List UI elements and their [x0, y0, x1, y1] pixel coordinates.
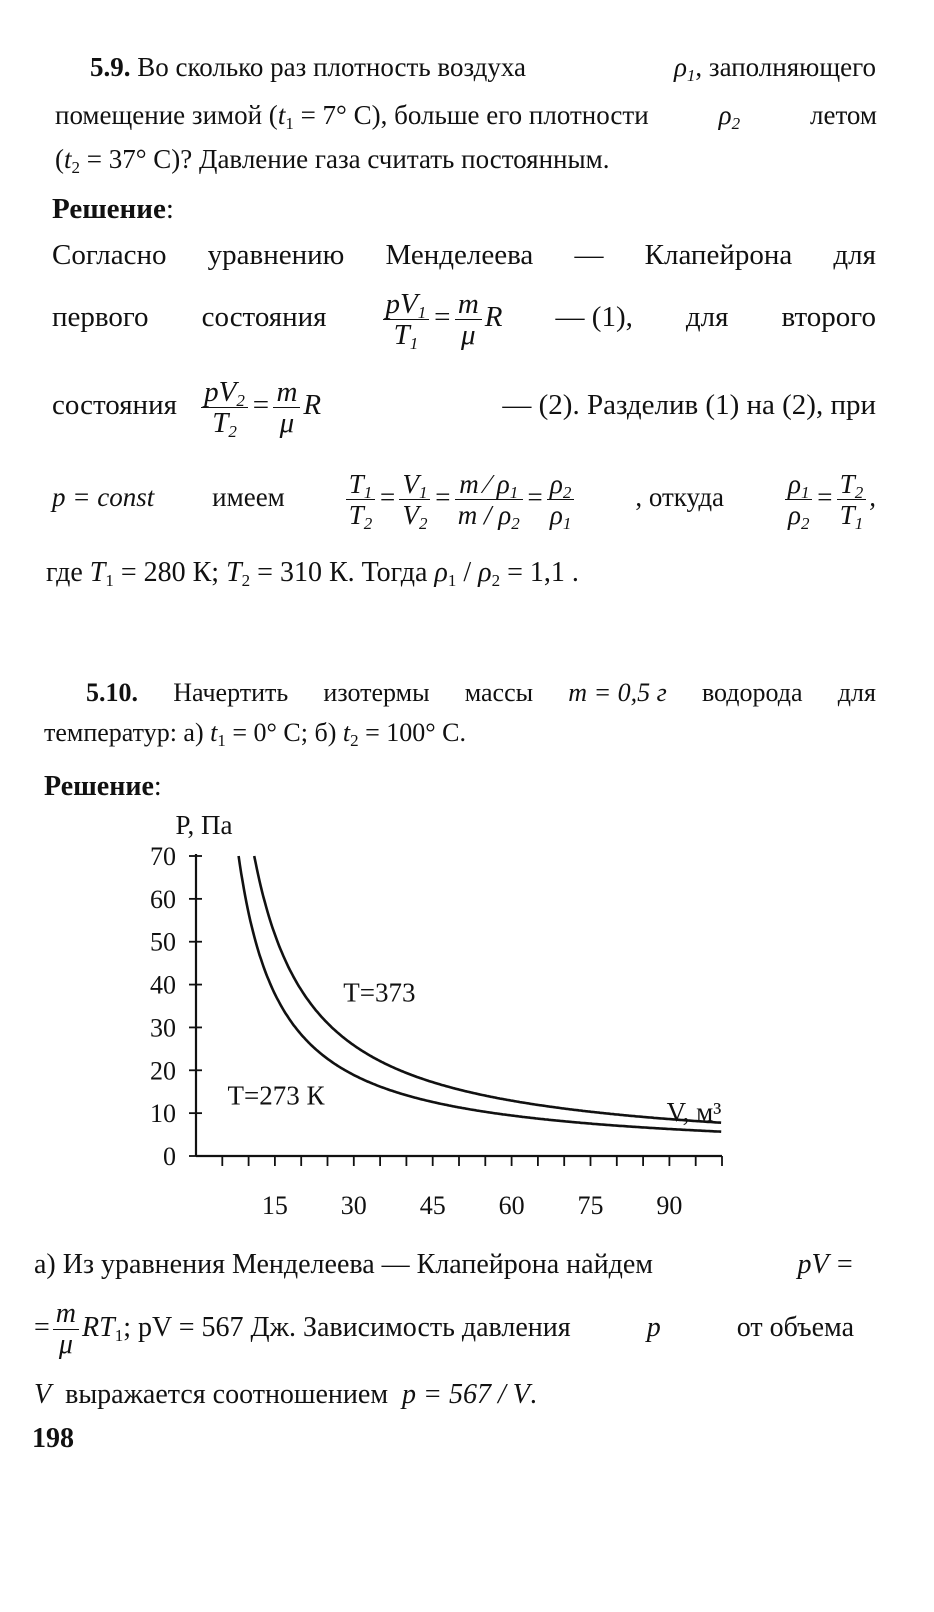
solution-line-3: состояния $\frac{pV_2}{T_2}$ = $\frac{m}{\mu}$ R — (2). Разделив (1) на (2), при — [52, 375, 876, 441]
problem-5-10-line-1: 5.10. Начертить изотермы массы m = 0,5 г водорода для — [86, 676, 876, 710]
solution-heading: Решение: — [52, 193, 174, 225]
statement-text: Во сколько раз плотность воздуха — [137, 52, 527, 82]
statement-text: , заполняющего — [695, 52, 876, 82]
statement-text: помещение зимой ( — [55, 100, 278, 130]
x-tick-label: 75 — [577, 1191, 604, 1220]
statement-text: = 7° С), больше его плотности — [293, 100, 649, 130]
equation-ratio: $\frac{T_1}{T_2}$ = $\frac{V_1}{V_2}$ = $\frac{m ⁄ \rho_1}{m / \rho_2}$ = $\frac{\rho_2}{\rho_1}$ — [343, 462, 578, 532]
series-label: T=273 К — [227, 1080, 325, 1111]
solution-word: Клапейрона — [644, 239, 793, 271]
problem-5-10-line-2: температур: а) $t_1 = 0^\circ$ С; б) $t_2 = 100^\circ$ С. — [44, 718, 467, 750]
y-axis-label: P, Па — [175, 810, 233, 840]
solution-line-4: p = const имеем $\frac{T_1}{T_2}$ = $\frac{V_1}{V_2}$ = $\frac{m ⁄ \rho_1}{m / \rho_2}$ = $\frac{\rho_2}{\rho_1}$ , откуда $\frac{\rho_1}{\rho_2}$ = $\frac{T_2}{T_1}$ , — [52, 462, 876, 532]
page-number: 198 — [32, 1423, 74, 1454]
x-axis-label: V, м³ — [666, 1097, 722, 1128]
isotherm-chart — [0, 800, 934, 1230]
y-tick-label: 40 — [150, 970, 176, 1000]
y-tick-label: 60 — [150, 884, 176, 914]
x-tick-label: 90 — [656, 1191, 683, 1220]
y-tick-label: 10 — [150, 1099, 176, 1129]
solution-word: уравнению — [207, 239, 345, 271]
solution-line-2: первого состояния $\frac{pV_1}{T_1}$ = $\frac{m}{\mu}$ R — (1), для второго — [52, 282, 876, 352]
problem-number: 5.9. — [90, 52, 131, 82]
solution-heading: Решение: — [44, 771, 162, 802]
y-tick-label: 30 — [150, 1013, 176, 1043]
after-chart-line-2: = $\frac{m}{\mu}$ $RT_1$; pV = 567 Дж. Зависимость давления p от объема — [34, 1298, 854, 1361]
equation-1: $\frac{pV_1}{T_1}$ = $\frac{m}{\mu}$ R — [380, 282, 503, 352]
statement-text: летом — [810, 100, 877, 130]
y-tick-label: 20 — [150, 1056, 176, 1086]
after-chart-line-3: V выражается соотношением p = 567 / V. — [34, 1379, 537, 1410]
x-tick-label: 60 — [498, 1191, 525, 1220]
statement-text: = 37° С)? Давление газа считать постоянным. — [80, 144, 610, 174]
solution-word: Менделеева — [385, 239, 534, 271]
solution-line-5: где $T_1 = 280$ К; $T_2 = 310$ К. Тогда $\rho_1 / \rho_2 = 1,1$ . — [46, 557, 579, 590]
solution-word: — — [574, 239, 604, 271]
x-tick-label: 15 — [261, 1191, 288, 1220]
equation-density-ratio: $\frac{\rho_1}{\rho_2}$ = $\frac{T_2}{T_1}$ , — [782, 462, 876, 532]
y-tick-label: 70 — [150, 842, 176, 871]
problem-number: 5.10. — [86, 678, 138, 707]
series-label: T=373 — [343, 977, 416, 1008]
after-chart-line-1: а) Из уравнения Менделеева — Клапейрона найдем pV = — [34, 1249, 854, 1280]
x-tick-label: 30 — [340, 1191, 367, 1220]
equation-2: $\frac{pV_2}{T_2}$ = $\frac{m}{\mu}$ R — [198, 389, 321, 421]
x-tick-label: 45 — [419, 1191, 446, 1220]
problem-5-9-line-3: ($t_2 = 37^\circ$ С)? Давление газа считать постоянным. — [55, 144, 610, 177]
solution-word: Согласно — [52, 239, 167, 271]
y-tick-label: 50 — [150, 927, 176, 957]
problem-5-9-line-2: помещение зимой ($t_1 = 7^\circ$ С), больше его плотности $\rho_2$ летом — [55, 100, 877, 133]
y-tick-label: 0 — [163, 1142, 176, 1171]
solution-line-1 — [52, 238, 876, 272]
solution-word: для — [833, 239, 876, 271]
problem-5-9-line-1: 5.9. Во сколько раз плотность воздуха $\rho_1$, заполняющего — [90, 52, 876, 85]
